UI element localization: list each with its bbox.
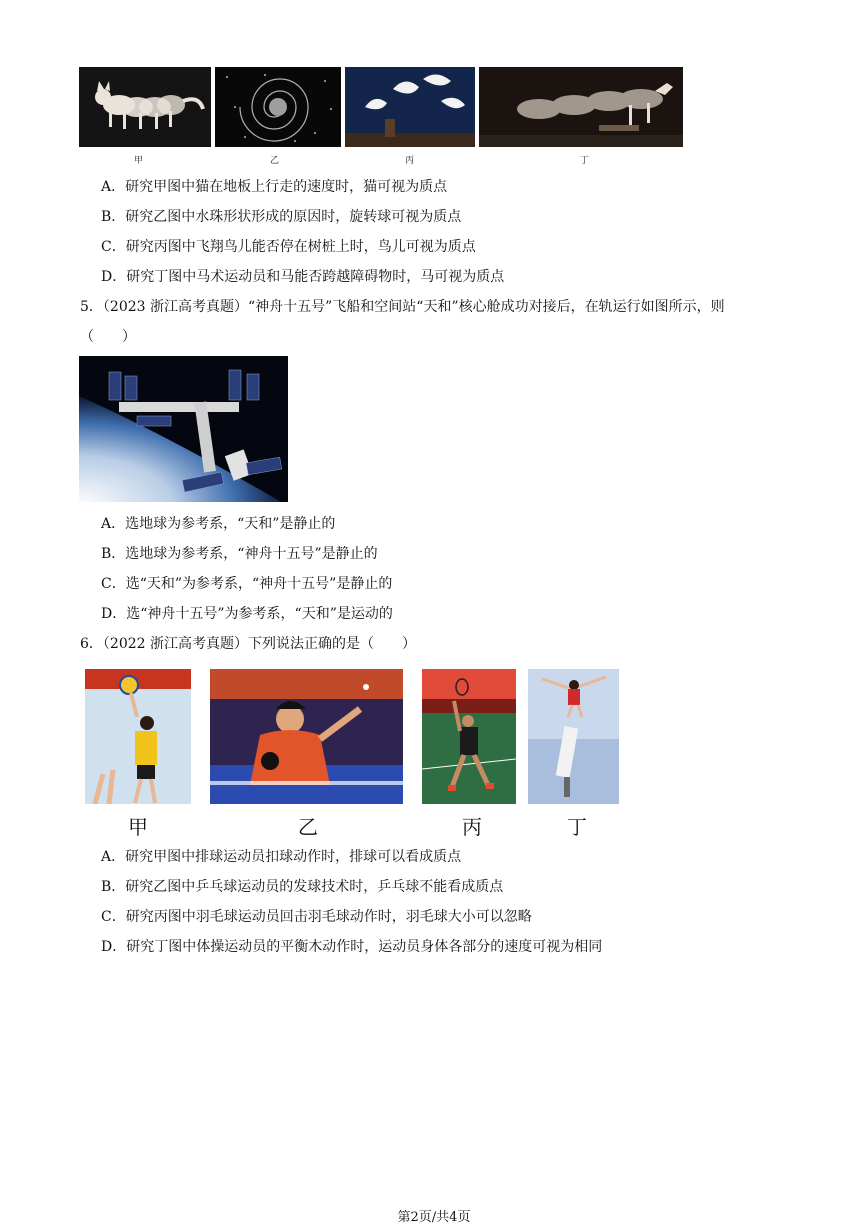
caption-jia: 甲 bbox=[134, 156, 144, 166]
image-horse-rider bbox=[479, 67, 683, 147]
q5-option-b: B．选地球为参考系，“神舟十五号”是静止的 bbox=[101, 546, 378, 562]
q6-option-b: B．研究乙图中乒乓球运动员的发球技术时，乒乓球不能看成质点 bbox=[101, 879, 504, 895]
q6-option-a: A．研究甲图中排球运动员扣球动作时，排球可以看成质点 bbox=[101, 849, 462, 865]
image-badminton bbox=[422, 669, 516, 804]
q4-option-d: D．研究丁图中马术运动员和马能否跨越障碍物时，马可视为质点 bbox=[101, 269, 505, 285]
caption-bing: 丙 bbox=[405, 156, 415, 166]
image-space-station bbox=[79, 356, 288, 502]
q6-option-c: C．研究丙图中羽毛球运动员回击羽毛球动作时，羽毛球大小可以忽略 bbox=[101, 909, 532, 925]
page-footer: 第2页/共4页 bbox=[397, 1210, 471, 1225]
image-table-tennis bbox=[210, 669, 403, 804]
q6-option-d: D．研究丁图中体操运动员的平衡木动作时，运动员身体各部分的速度可视为相同 bbox=[101, 939, 603, 955]
q5-option-d: D．选“神舟十五号”为参考系，“天和”是运动的 bbox=[101, 606, 393, 622]
image-spinning-ball bbox=[215, 67, 341, 147]
caption-bing-2: 丙 bbox=[462, 815, 482, 839]
q5-option-c: C．选“天和”为参考系，“神舟十五号”是静止的 bbox=[101, 576, 393, 592]
q4-option-b: B．研究乙图中水珠形状形成的原因时，旋转球可视为质点 bbox=[101, 209, 462, 225]
caption-yi-2: 乙 bbox=[298, 815, 318, 839]
q4-option-c: C．研究丙图中飞翔鸟儿能否停在树桩上时，鸟儿可视为质点 bbox=[101, 239, 476, 255]
caption-yi: 乙 bbox=[270, 156, 280, 166]
q5-stem: 5．（2023 浙江高考真题）“神舟十五号”飞船和空间站“天和”核心舱成功对接后，在轨运行如图所示，则 bbox=[80, 299, 725, 315]
q6-stem: 6．（2022 浙江高考真题）下列说法正确的是（ ） bbox=[80, 636, 416, 652]
image-cat bbox=[79, 67, 211, 147]
q4-option-a: A．研究甲图中猫在地板上行走的速度时，猫可视为质点 bbox=[101, 179, 448, 195]
caption-ding: 丁 bbox=[580, 156, 590, 166]
image-birds bbox=[345, 67, 475, 147]
q5-stem-blank: （ ） bbox=[80, 329, 136, 345]
caption-jia-2: 甲 bbox=[128, 815, 148, 839]
image-gymnastics bbox=[528, 669, 619, 804]
caption-ding-2: 丁 bbox=[567, 815, 587, 839]
q5-option-a: A．选地球为参考系，“天和”是静止的 bbox=[101, 516, 336, 532]
image-volleyball bbox=[85, 669, 191, 804]
